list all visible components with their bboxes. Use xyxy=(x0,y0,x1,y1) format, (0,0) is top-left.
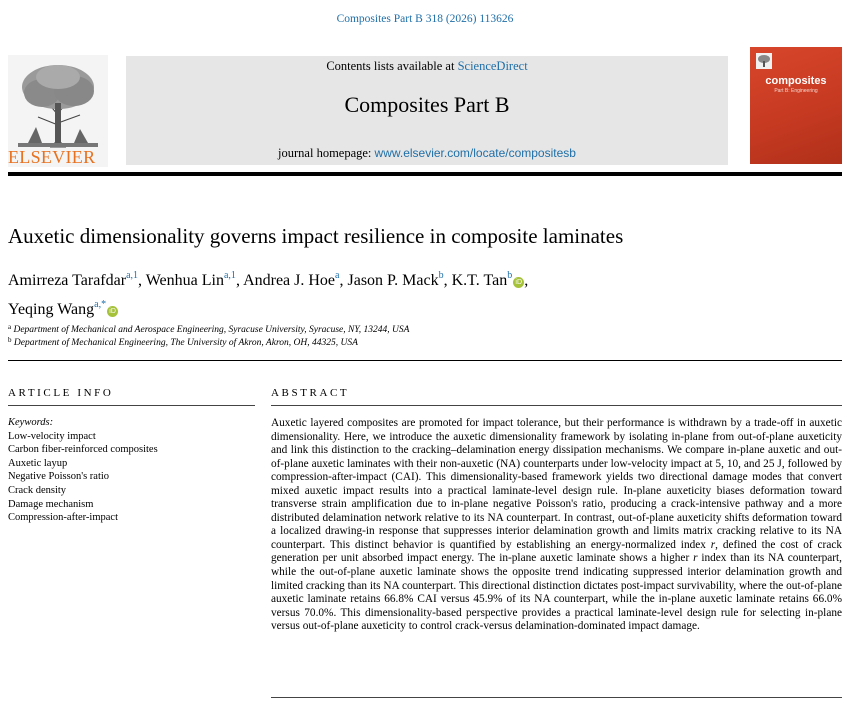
author-affiliation-marker[interactable]: b xyxy=(507,270,513,281)
sciencedirect-link[interactable]: ScienceDirect xyxy=(457,59,528,73)
r-index-symbol: r xyxy=(693,552,698,565)
keywords-label: Keywords: xyxy=(8,417,54,428)
header-divider xyxy=(8,172,842,176)
keyword-item: Crack density xyxy=(8,484,67,496)
cover-title: composites xyxy=(765,75,827,87)
abstract-text xyxy=(271,417,842,634)
elsevier-cover-tree-icon xyxy=(756,53,772,69)
author-separator: , xyxy=(138,272,146,289)
author-name[interactable]: Andrea J. Hoe xyxy=(243,272,336,289)
keyword-item: Carbon fiber-reinforced composites xyxy=(8,444,158,456)
abstract-text-part: , defined the cost of crack generation per unit absorbed impact energy. The in-plane auxetic laminate shows a higher xyxy=(271,538,842,565)
author-separator: , xyxy=(339,272,348,289)
article-info-rule xyxy=(8,405,255,406)
orcid-icon[interactable]: iD xyxy=(513,277,524,288)
abstract-text-part: Auxetic layered composites are promoted for impact tolerance, but their performance is withdrawn by a trade-off in auxetic dimensionality. Here, we introduce the auxetic dimensionality framework by isolating in-plane from out-of-plane auxeticity and link this distinction to the cracking–delamination energy dissipation mechanisms. We compare in-plane auxetic and out-of-plane auxetic laminates with their non-auxetic (NA) counterparts under low-velocity impact at 5, 10, and 25 J, followed by compression-after-impact (CAI). This dimensionality-based framework yields two directional damage modes that convert mixed auxetic impact results into a practical laminate-level design rule. In-plane auxeticity biases deformation toward transverse strain amplification due to in-plane negative Poisson's ratio, producing a crack-intensive pathway and a more distributed delamination network relative to its NA counterpart. In contrast, out-of-plane auxeticity shifts deformation toward a localized drawing-in response that suppresses interior delamination growth and limits matrix cracking relative to its NA counterpart. This distinct behavior is quantified by establishing an energy-normalized index xyxy=(271,417,842,551)
contents-prefix: Contents lists available at xyxy=(326,59,458,73)
elsevier-wordmark: ELSEVIER xyxy=(8,147,96,167)
abstract-text-part: index than its NA counterpart, while the out-of-plane auxetic laminate shows the opposite trend indicating suppressed interior delamination growth and limited cracking than its NA counterpart. This directional distinction dictates post-impact survivability, where the out-of-plane auxetic laminate retains 66.8% CAI versus 45.9% of its NA counterpart, while the in-plane auxetic laminate retains 66.0% versus 70.0%. This dimensionality-based perspective provides a practical laminate-level design rule for selecting in-plane versus out-of-plane auxeticity to control crack-versus delamination-dominated impact damage. xyxy=(271,552,842,633)
affiliation-label: b xyxy=(8,336,12,344)
section-divider xyxy=(8,360,842,361)
author-name[interactable]: Amirreza Tarafdar xyxy=(8,272,127,289)
author-name[interactable]: Jason P. Mack xyxy=(347,272,439,289)
keyword-item: Compression-after-impact xyxy=(8,512,119,524)
paper-title: Auxetic dimensionality governs impact resilience in composite laminates xyxy=(8,224,624,248)
affiliation-text: Department of Mechanical and Aerospace Engineering, Syracuse University, Syracuse, NY, 13244, USA xyxy=(13,325,410,335)
author-affiliation-marker[interactable]: a,1 xyxy=(126,270,139,281)
keyword-item: Negative Poisson's ratio xyxy=(8,471,110,483)
author-separator: , xyxy=(524,272,529,289)
journal-citation[interactable]: Composites Part B 318 (2026) 113626 xyxy=(336,13,514,25)
affiliation-label: a xyxy=(8,323,12,331)
homepage-prefix: journal homepage: xyxy=(278,146,375,160)
author-list xyxy=(8,264,838,322)
r-index-symbol: r xyxy=(710,538,716,551)
author-affiliation-marker[interactable]: a,* xyxy=(94,299,107,310)
author-name[interactable]: K.T. Tan xyxy=(451,272,508,289)
journal-title: Composites Part B xyxy=(344,92,510,117)
affiliation-b xyxy=(8,334,838,349)
keyword-item: Auxetic layup xyxy=(8,457,68,469)
article-info-heading: ARTICLE INFO xyxy=(8,387,114,399)
abstract-bottom-rule xyxy=(271,697,842,698)
homepage-line xyxy=(126,146,728,161)
affiliation-text: Department of Mechanical Engineering, The University of Akron, Akron, OH, 44325, USA xyxy=(13,338,358,348)
journal-cover-image[interactable] xyxy=(750,47,842,164)
author-name[interactable]: Yeqing Wang xyxy=(8,301,95,318)
journal-homepage-link[interactable]: www.elsevier.com/locate/compositesb xyxy=(374,146,576,160)
author-affiliation-marker[interactable]: a xyxy=(335,270,340,281)
cover-subtitle: Part B: Engineering xyxy=(774,88,818,94)
orcid-icon[interactable]: iD xyxy=(107,306,118,317)
author-affiliation-marker[interactable]: a,1 xyxy=(223,270,236,281)
abstract-rule xyxy=(271,405,842,406)
keywords-list xyxy=(8,430,255,525)
contents-line xyxy=(126,59,728,74)
keyword-item: Damage mechanism xyxy=(8,498,94,510)
author-name[interactable]: Wenhua Lin xyxy=(145,272,224,289)
author-separator: , xyxy=(443,272,452,289)
author-separator: , xyxy=(235,272,244,289)
keywords-block xyxy=(8,416,255,525)
keyword-item: Low-velocity impact xyxy=(8,430,96,442)
abstract-heading: ABSTRACT xyxy=(271,387,350,399)
author-affiliation-marker[interactable]: b xyxy=(438,270,444,281)
journal-masthead xyxy=(126,56,728,165)
